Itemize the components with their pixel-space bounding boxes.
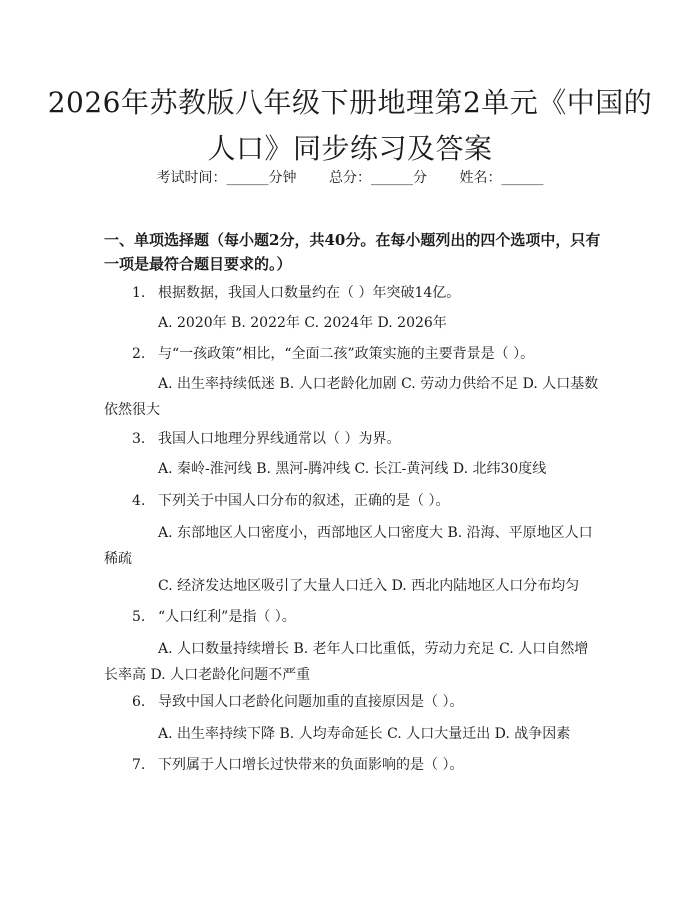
question-text: 我国人口地理分界线通常以（ ）为界。	[158, 431, 401, 447]
question-number: 1.	[132, 285, 146, 301]
question-number: 3.	[132, 431, 146, 447]
exam-name: 姓名：______	[459, 170, 544, 186]
question-7	[132, 753, 602, 777]
question-text: “人口红利”是指（ ）。	[158, 609, 296, 625]
exam-meta	[0, 168, 700, 188]
question-number: 6.	[132, 694, 146, 710]
question-text: 下列关于中国人口分布的叙述，正确的是（ ）。	[158, 493, 450, 509]
question-3-options: A. 秦岭-淮河线 B. 黑河-腾冲线 C. 长江-黄河线 D. 北纬30度线	[158, 461, 547, 477]
question-5-options: A. 人口数量持续增长 B. 老年人口比重低，劳动力充足 C. 人口自然增长率高 D. 人口老龄化问题不严重	[104, 641, 589, 683]
page-title: 2026年苏教版八年级下册地理第2单元《中国的人口》同步练习及答案	[47, 86, 653, 165]
exam-time: 考试时间：______分钟	[156, 170, 297, 186]
question-number: 4.	[132, 493, 146, 509]
question-number: 7.	[132, 757, 146, 773]
question-text: 下列属于人口增长过快带来的负面影响的是（ ）。	[158, 757, 464, 773]
question-2	[132, 342, 602, 366]
question-1	[132, 281, 602, 305]
question-2-options: A. 出生率持续低迷 B. 人口老龄化加剧 C. 劳动力供给不足 D. 人口基数依然很大	[104, 376, 599, 418]
question-4-options: A. 东部地区人口密度小，西部地区人口密度大 B. 沿海、平原地区人口稀疏	[104, 525, 593, 567]
exam-score: 总分：______分	[329, 170, 427, 186]
question-text: 根据数据，我国人口数量约在（ ）年突破14亿。	[158, 285, 461, 301]
question-5	[132, 605, 602, 629]
question-4	[132, 489, 602, 513]
question-1-options: A. 2020年 B. 2022年 C. 2024年 D. 2026年	[158, 315, 447, 331]
question-text: 导致中国人口老龄化问题加重的直接原因是（ ）。	[158, 694, 464, 710]
question-4-options-cont: C. 经济发达地区吸引了大量人口迁入 D. 西北内陆地区人口分布均匀	[158, 578, 580, 594]
section-heading: 一、单项选择题（每小题2分，共40分。在每小题列出的四个选项中，只有一项是最符合题目要求的。）	[104, 231, 601, 273]
question-6	[132, 690, 602, 714]
question-text: 与“一孩政策”相比，“全面二孩”政策实施的主要背景是（ ）。	[158, 346, 535, 362]
question-number: 5.	[132, 609, 146, 625]
question-number: 2.	[132, 346, 146, 362]
question-3	[132, 427, 602, 451]
question-6-options: A. 出生率持续下降 B. 人均寿命延长 C. 人口大量迁出 D. 战争因素	[158, 726, 571, 742]
